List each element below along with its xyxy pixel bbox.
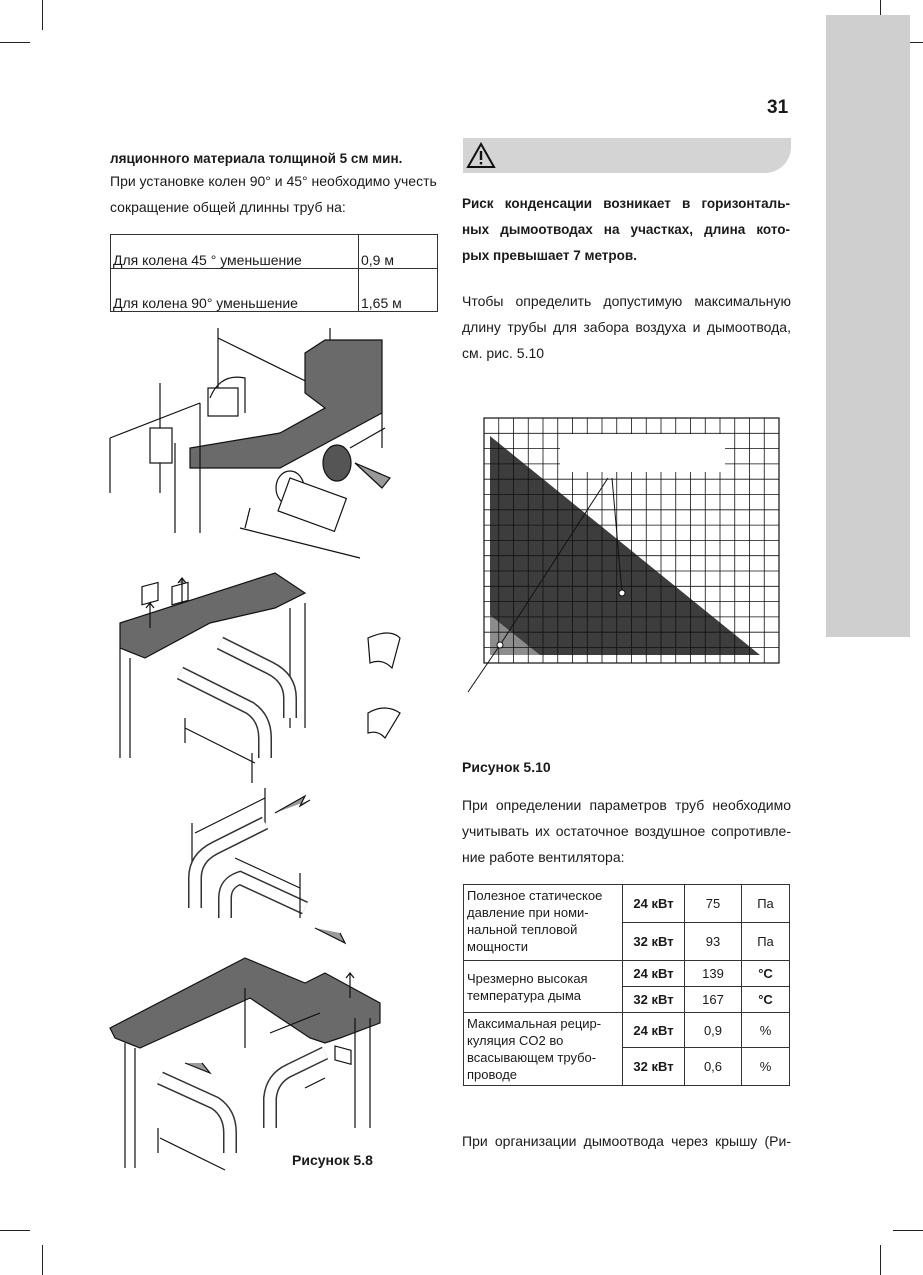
value-cell: 75 xyxy=(685,885,742,923)
paragraph-line: см. рис. 5.10 xyxy=(462,345,545,361)
right-paragraph-2 xyxy=(462,792,791,870)
right-last-line: При организации дымоотвода через крышу (Ри- xyxy=(462,1133,791,1149)
unit-cell: % xyxy=(742,1013,790,1048)
power-cell: 24 кВт xyxy=(623,885,685,923)
figure-5-10-caption: Рисунок 5.10 xyxy=(462,759,551,775)
left-paragraph-line: При установке колен 90° и 45° необходимо учесть xyxy=(110,173,437,189)
value-cell: 139 xyxy=(685,961,742,987)
paragraph-line: ние работе вентилятора: xyxy=(462,849,625,865)
value-cell: 93 xyxy=(685,923,742,961)
figure-5-8-illustration xyxy=(100,318,420,1178)
power-cell: 32 кВт xyxy=(623,1048,685,1086)
row-label: Максимальная рецир-куляция CO2 во всасывающем трубо-проводе xyxy=(464,1013,623,1086)
paragraph-line: Чтобы определить допустимую максимальную xyxy=(462,293,791,309)
power-cell: 32 кВт xyxy=(623,987,685,1013)
value-cell: 0,6 xyxy=(685,1048,742,1086)
warning-line: ных дымоотводах на участках, длина кото- xyxy=(462,222,790,237)
unit-cell: % xyxy=(742,1048,790,1086)
unit-cell: Па xyxy=(742,923,790,961)
warning-line: Риск конденсации возникает в горизонталь- xyxy=(462,196,790,211)
elbow-reduction-table xyxy=(110,234,438,312)
row-label: Полезное статическое давление при номи-нальной тепловой мощности xyxy=(464,885,623,961)
value-cell: 0,9 xyxy=(685,1013,742,1048)
elbow-45-value: 0,9 м xyxy=(359,235,438,269)
unit-cell: °C xyxy=(742,987,790,1013)
figure-5-8-caption: Рисунок 5.8 xyxy=(292,1152,373,1168)
paragraph-line: учитывать их остаточное воздушное сопротивле- xyxy=(462,823,791,839)
elbow-90-value: 1,65 м xyxy=(359,269,438,312)
power-cell: 24 кВт xyxy=(623,1013,685,1048)
power-cell: 24 кВт xyxy=(623,961,685,987)
value-cell: 167 xyxy=(685,987,742,1013)
warning-line: рых превышает 7 метров. xyxy=(462,248,637,263)
left-paragraph-line: сокращение общей длинны труб на: xyxy=(110,199,346,215)
paragraph-line: длину трубы для забора воздуха и дымоотвода, xyxy=(462,319,791,335)
left-paragraph xyxy=(110,168,450,220)
warning-bar xyxy=(463,138,791,173)
unit-cell: °C xyxy=(742,961,790,987)
chapter-tab xyxy=(826,15,910,637)
left-heading: ляционного материала толщиной 5 см мин. xyxy=(110,151,403,166)
page-number: 31 xyxy=(767,97,789,118)
paragraph-line: При определении параметров труб необходимо xyxy=(462,797,791,813)
fan-resistance-table xyxy=(463,884,790,1086)
row-label: Чрезмерно высокая температура дыма xyxy=(464,961,623,1013)
warning-triangle-icon xyxy=(466,142,496,169)
figure-5-10-diagram xyxy=(460,410,790,710)
elbow-45-label: Для колена 45 ° уменьшение xyxy=(111,235,359,269)
warning-text xyxy=(462,191,790,269)
right-paragraph-1 xyxy=(462,288,791,366)
elbow-90-label: Для колена 90° уменьшение xyxy=(111,269,359,312)
unit-cell: Па xyxy=(742,885,790,923)
power-cell: 32 кВт xyxy=(623,923,685,961)
